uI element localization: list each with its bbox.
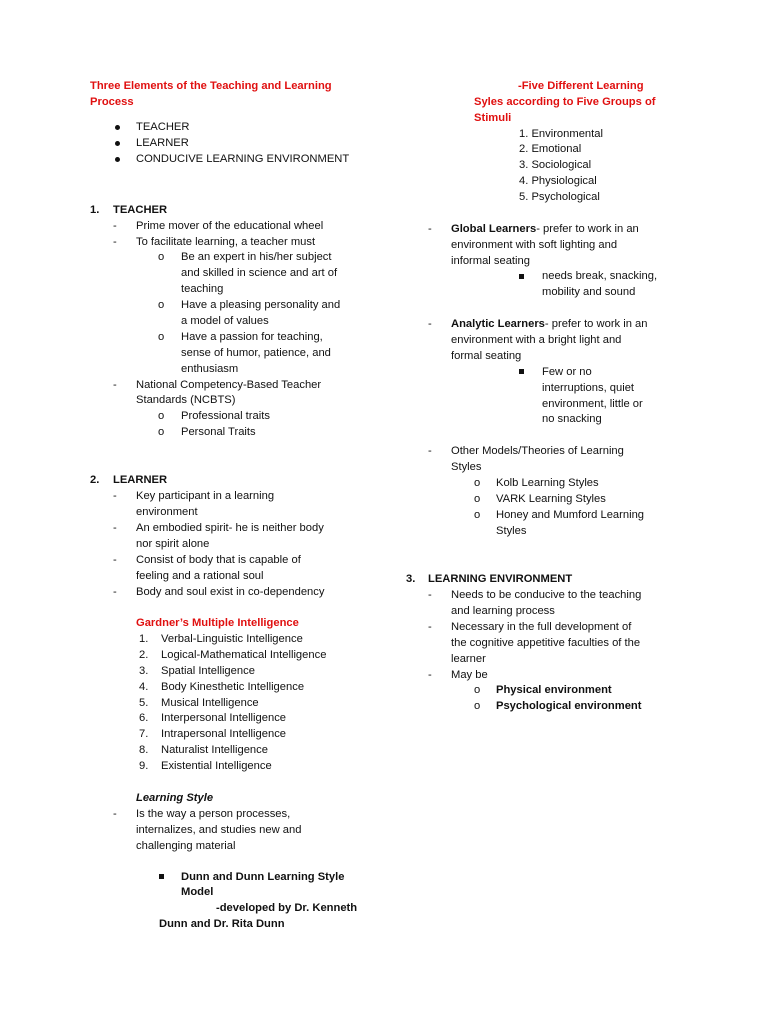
circle-bullet-icon: o (158, 426, 165, 438)
other-model-honey-line1: Honey and Mumford Learning (496, 509, 645, 521)
dash-icon: - (113, 522, 117, 534)
learning-style-title: Learning Style (136, 792, 214, 804)
environment-heading: LEARNING ENVIRONMENT (428, 573, 573, 585)
global-learners-line1 (451, 221, 639, 237)
element-teacher: TEACHER (136, 121, 190, 133)
teacher-number: 1. (90, 204, 100, 216)
circle-bullet-icon: o (474, 509, 481, 521)
teacher-sub-1b: and skilled in science and art of (181, 267, 338, 279)
teacher-heading: TEACHER (113, 204, 168, 216)
left-title-line1: Three Elements of the Teaching and Learning (90, 80, 332, 92)
list-number: 7. (139, 728, 149, 740)
other-models-line1: Other Models/Theories of Learning (451, 445, 624, 457)
learner-number: 2. (90, 474, 100, 486)
learning-style-def-1: Is the way a person processes, (136, 808, 291, 820)
left-title-line2: Process (90, 96, 134, 108)
dash-icon: - (428, 318, 432, 330)
circle-bullet-icon: o (158, 410, 165, 422)
list-number: 1. (139, 633, 149, 645)
teacher-trait-2: Personal Traits (181, 426, 256, 438)
environment-point-1b: and learning process (451, 605, 555, 617)
dash-icon: - (428, 669, 432, 681)
stimulus-item: 2. Emotional (519, 143, 582, 155)
global-needs-line2: mobility and sound (542, 286, 636, 298)
learning-style-def-2: internalizes, and studies new and (136, 824, 302, 836)
intelligence-item: Spatial Intelligence (161, 665, 255, 677)
learner-point-3b: feeling and a rational soul (136, 570, 264, 582)
analytic-needs-line4: no snacking (542, 413, 602, 425)
list-number: 3. (139, 665, 149, 677)
dash-icon: - (428, 223, 432, 235)
global-learners-desc: - prefer to work in an (536, 223, 639, 235)
analytic-learners-desc: - prefer to work in an (544, 318, 648, 330)
intelligence-item: Logical-Mathematical Intelligence (161, 649, 327, 661)
dunn-developer-line1: -developed by Dr. Kenneth (216, 902, 358, 914)
analytic-learners-line2: environment with a bright light and (451, 334, 622, 346)
square-bullet-icon (519, 274, 524, 279)
circle-bullet-icon: o (474, 477, 481, 489)
teacher-point-3b: Standards (NCBTS) (136, 394, 236, 406)
right-title-line3: Stimuli (474, 112, 512, 124)
environment-point-2b: the cognitive appetitive faculties of the (451, 637, 641, 649)
teacher-sub-3a: Have a passion for teaching, (181, 331, 323, 343)
bullet-icon (115, 125, 120, 130)
dash-icon: - (113, 490, 117, 502)
analytic-needs-line1: Few or no (542, 366, 592, 378)
list-number: 4. (139, 681, 149, 693)
intelligence-item: Intrapersonal Intelligence (161, 728, 287, 740)
circle-bullet-icon: o (158, 331, 165, 343)
environment-point-2c: learner (451, 653, 486, 665)
teacher-trait-1: Professional traits (181, 410, 270, 422)
dash-icon: - (428, 589, 432, 601)
environment-point-1a: Needs to be conducive to the teaching (451, 589, 642, 601)
stimulus-item: 1. Environmental (519, 128, 603, 140)
circle-bullet-icon: o (474, 684, 481, 696)
global-learners-line3: informal seating (451, 255, 530, 267)
other-model-vark: VARK Learning Styles (496, 493, 606, 505)
dash-icon: - (113, 554, 117, 566)
environment-number: 3. (406, 573, 416, 585)
dash-icon: - (113, 220, 117, 232)
teacher-point-2: To facilitate learning, a teacher must (136, 236, 316, 248)
learner-heading: LEARNER (113, 474, 168, 486)
element-environment: CONDUCIVE LEARNING ENVIRONMENT (136, 153, 350, 165)
learner-point-2a: An embodied spirit- he is neither body (136, 522, 324, 534)
bullet-icon (115, 157, 120, 162)
dash-icon: - (113, 236, 117, 248)
circle-bullet-icon: o (474, 493, 481, 505)
stimulus-item: 3. Sociological (519, 159, 592, 171)
list-number: 9. (139, 760, 149, 772)
circle-bullet-icon: o (158, 299, 165, 311)
stimulus-item: 4. Physiological (519, 175, 597, 187)
gardner-title: Gardner’s Multiple Intelligence (136, 617, 299, 629)
bullet-icon (115, 141, 120, 146)
teacher-point-3a: National Competency-Based Teacher (136, 379, 322, 391)
dash-icon: - (113, 586, 117, 598)
other-model-honey-line2: Styles (496, 525, 527, 537)
learner-point-1b: environment (136, 506, 198, 518)
environment-point-3: May be (451, 669, 488, 681)
right-title-line1: -Five Different Learning (518, 80, 644, 92)
intelligence-item: Interpersonal Intelligence (161, 712, 287, 724)
list-number: 8. (139, 744, 149, 756)
environment-point-2a: Necessary in the full development of (451, 621, 632, 633)
analytic-learners-label: Analytic Learners (451, 318, 545, 330)
global-learners-label: Global Learners (451, 223, 537, 235)
other-models-line2: Styles (451, 461, 482, 473)
teacher-sub-3b: sense of humor, patience, and (181, 347, 331, 359)
teacher-sub-2a: Have a pleasing personality and (181, 299, 341, 311)
dash-icon: - (428, 445, 432, 457)
teacher-sub-1c: teaching (181, 283, 224, 295)
learner-point-3a: Consist of body that is capable of (136, 554, 301, 566)
global-needs-line1: needs break, snacking, (542, 270, 658, 282)
analytic-needs-line3: environment, little or (542, 398, 643, 410)
learner-point-4: Body and soul exist in co-dependency (136, 586, 325, 598)
analytic-learners-line3: formal seating (451, 350, 522, 362)
intelligence-item: Body Kinesthetic Intelligence (161, 681, 305, 693)
dunn-model-line1: Dunn and Dunn Learning Style (181, 871, 345, 883)
dash-icon: - (113, 379, 117, 391)
dunn-developer-line2: Dunn and Dr. Rita Dunn (159, 918, 285, 930)
analytic-needs-line2: interruptions, quiet (542, 382, 635, 394)
teacher-sub-2b: a model of values (181, 315, 269, 327)
circle-bullet-icon: o (158, 251, 165, 263)
dash-icon: - (113, 808, 117, 820)
teacher-point-1: Prime mover of the educational wheel (136, 220, 324, 232)
environment-type-psychological: Psychological environment (496, 700, 642, 712)
environment-type-physical: Physical environment (496, 684, 612, 696)
learning-style-def-3: challenging material (136, 840, 236, 852)
analytic-learners-line1 (451, 316, 648, 332)
square-bullet-icon (159, 874, 164, 879)
element-learner: LEARNER (136, 137, 189, 149)
circle-bullet-icon: o (474, 700, 481, 712)
global-learners-line2: environment with soft lighting and (451, 239, 618, 251)
stimulus-item: 5. Psychological (519, 191, 600, 203)
intelligence-item: Naturalist Intelligence (161, 744, 268, 756)
intelligence-item: Verbal-Linguistic Intelligence (161, 633, 303, 645)
teacher-sub-3c: enthusiasm (181, 363, 239, 375)
intelligence-item: Musical Intelligence (161, 697, 259, 709)
teacher-sub-1a: Be an expert in his/her subject (181, 251, 332, 263)
dunn-model-line2: Model (181, 886, 214, 898)
dash-icon: - (428, 621, 432, 633)
right-title-line2: Syles according to Five Groups of (474, 96, 656, 108)
intelligence-item: Existential Intelligence (161, 760, 272, 772)
other-model-kolb: Kolb Learning Styles (496, 477, 599, 489)
learner-point-2b: nor spirit alone (136, 538, 210, 550)
learner-point-1a: Key participant in a learning (136, 490, 275, 502)
list-number: 6. (139, 712, 149, 724)
list-number: 5. (139, 697, 149, 709)
square-bullet-icon (519, 369, 524, 374)
list-number: 2. (139, 649, 149, 661)
